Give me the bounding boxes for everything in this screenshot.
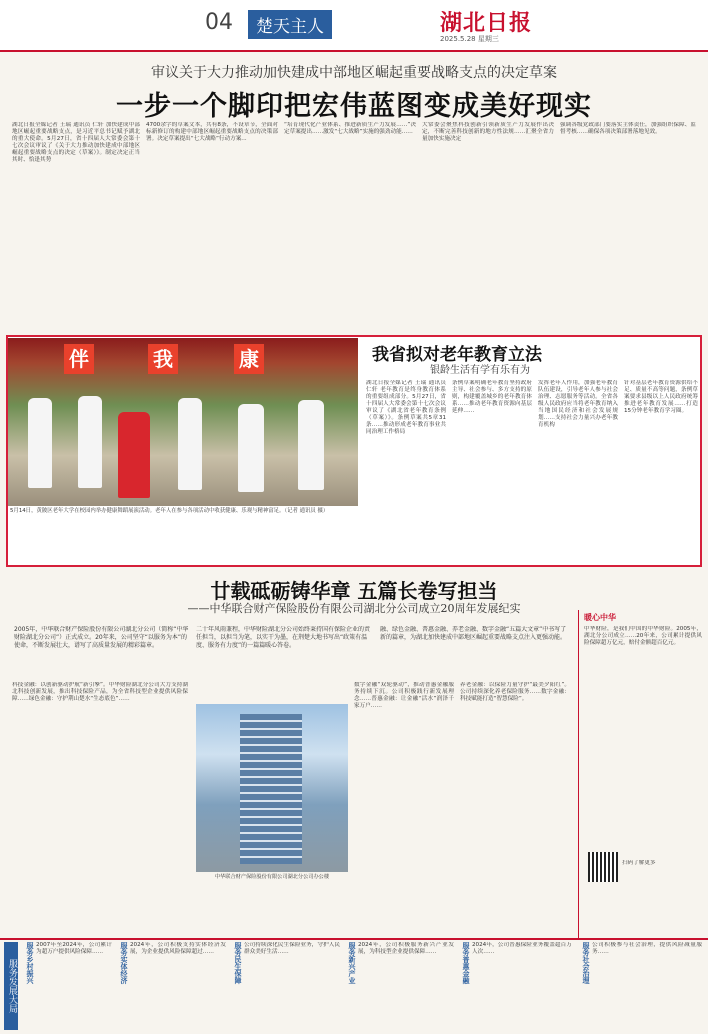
intro-2: 二十年风雨兼程，中华财险湖北分公司始终秉持国有保险企业的责任担当，以担当为笔，以实干为墨，在荆楚大地书写出“政策有温度、服务有力度”的一篇篇暖心答卷。 [196,626,371,649]
office-building-photo [196,704,348,872]
feature-subtitle: 银龄生活有学有乐有为 [430,365,530,376]
intro-3: 融、绿色金融、普惠金融、养老金融、数字金融“五篇大文章”中书写了新的篇章，为湖北加快建成中部地区崛起重要战略支点注入更强动能。 [380,626,567,641]
middle-col-4: 养老金融：以保险力量守护“最美夕阳红”。公司持续深化养老保险服务……数字金融：科技赋能打造“智慧保险”。 [460,682,570,702]
issue-date: 2025.5.28 星期三 [440,35,499,43]
dancer-figure-red [118,412,150,498]
banner-3: 康 [234,344,264,374]
top-col-1: 湖北日报全媒记者 王瑞 通讯员 仁轩 加快建成中部地区崛起重要战略支点，是习近平总书记赋予湖北的重大使命。5月27日，省十四届人大常委会第十七次会议审议了《关于大力推动加快建成中部地区崛起重要战略支点的决定（草案）》。制定决定正当其时、恰逢其势 [12,122,140,163]
bottom-text-1: 2007年至2024年，公司累计为超万户提供风险保障…… [36,942,112,955]
bottom-strip-title: 服务发展大局 [4,942,18,1030]
bottom-label-3: 服务民生保障 [234,942,242,984]
bottom-text-6: 公司积极参与社会治理，提供风险减量服务…… [592,942,702,955]
page-number: 04 [205,10,233,35]
top-col-4: 大常委会聚焦科技创新引领新质生产力发展作出决定，不断完善科技创新的地方性法规……汇聚全省力量加快实施决定 [422,122,554,142]
bottom-label-6: 服务社会治理 [582,942,590,984]
dancer-figure [298,400,324,490]
bottom-text-2: 2024年，公司积极支持实体经济发展，为企业提供风险保障超过…… [130,942,226,955]
feature-col-1: 湖北日报全媒记者 王瑞 通讯员 仁轩 老年教育是终身教育体系的重要组成部分。5月27日，省十四届人大常委会第十七次会议审议了《湖北省老年教育条例（草案）》。条例草案共5章31条……推动形成老年教育事业共同治理工作格局 [366,380,446,435]
middle-col-1: 科技金融：以创新驱动护航“新引擎”。中华财险湖北分公司大力支持湖北科技创新发展，推出科技保险产品，为全省科技型企业提供风险保障……绿色金融：守护荆山楚水“生态底色”…… [12,682,188,702]
bottom-text-4: 2024年，公司积极服务新兴产业发展，为科技型企业提供保障…… [358,942,454,955]
bottom-text-5: 2024年，公司普惠保险业务覆盖超百万人次…… [472,942,572,955]
dancer-figure [78,396,102,488]
bottom-text-3: 公司持续深化民生保险业务，守护人民群众美好生活…… [244,942,340,955]
top-col-2: 4700余字的草案文本，共有8条，不设章节，全面对标新修订的构建中部地区崛起重要战略支点的决策部署。决定草案提出“七大战略”行动方案... [146,122,278,142]
top-col-3: “培育现代化产业体系、推进新质生产力发展……”决定草案提出……激发“七大战略”实施的强劲动能…… [284,122,416,135]
feature-title: 我省拟对老年教育立法 [372,345,542,365]
building-facade [240,714,302,864]
bottom-label-5: 服务普惠金融 [462,942,470,984]
banner-2: 我 [148,344,178,374]
sidebar-heading: 暖心中华 [584,613,616,622]
top-headline: 一步一个脚印把宏伟蓝图变成美好现实 [116,91,592,122]
banner-1: 伴 [64,344,94,374]
masthead [0,0,708,52]
newspaper-logo: 湖北日报 [440,10,533,36]
dancer-figure [178,398,202,490]
bottom-label-1: 服务乡村振兴 [26,942,34,984]
intro-1: 2005年，中华联合财产保险股份有限公司湖北分公司（简称“中华财险湖北分公司”）正式成立。20年来，公司坚守“以服务为本”的使命，不断发展壮大，谱写了高质量发展的精彩篇章。 [14,626,189,649]
feature-col-3: 发挥老年人作用，加强老年教育队伍建设，引导老年人参与社会治理、志愿服务等活动。全省各级人民政府应当将老年教育纳入当地国民经济和社会发展规划……支持社会力量兴办老年教育机构 [538,380,618,428]
middle-subhead: ——中华联合财产保险股份有限公司湖北分公司成立20周年发展纪实 [187,602,521,615]
bottom-label-4: 服务新兴产业 [348,942,356,984]
middle-col-3: 数字金融“双轮驱动”，推动普惠金融服务持续下沉。公司积极践行新发展理念……普惠金融：让金融“活水”润泽千家万户…… [354,682,454,709]
qr-code [588,852,618,882]
dancer-figure [238,404,264,492]
photo-caption: 5月14日，黄陂区老年大学在校园内举办健康舞蹈展演活动。老年人在参与各项活动中收获健康、乐观与精神富足。（记者 通讯员 摄） [10,508,329,514]
feature-col-4: 针对基层老年教育资源供给不足、质量不高等问题，条例草案要求县级以上人民政府统筹推进老年教育发展……打造15分钟老年教育学习圈。 [624,380,698,414]
building-caption: 中华联合财产保险股份有限公司湖北分公司办公楼 [214,874,330,880]
feature-col-2: 条例草案明确老年教育坚持政府主导、社会参与、多方支持的原则，构建覆盖城乡的老年教育体系……推动老年教育资源向基层延伸…… [452,380,532,414]
dancer-figure [28,398,52,488]
feature-photo [8,338,358,506]
top-col-5: 强调各级党政部门要落实主体责任，加强组织保障、监督考核……确保各项决策部署落地见效。 [560,122,696,135]
bottom-label-2: 服务实体经济 [120,942,128,984]
middle-headline: 廿载砥砺铸华章 五篇长卷写担当 [210,579,498,603]
qr-caption: 扫码了解更多 [622,860,656,866]
sidebar-text: 中华财险，是我们中国的中华财险。2005年，湖北分公司成立……20年来，公司累计提供风险保障超万亿元，赔付金额超百亿元。 [584,626,702,646]
top-kicker: 审议关于大力推动加快建成中部地区崛起重要战略支点的决定草案 [151,65,557,81]
section-label: 楚天主人 [248,10,332,39]
